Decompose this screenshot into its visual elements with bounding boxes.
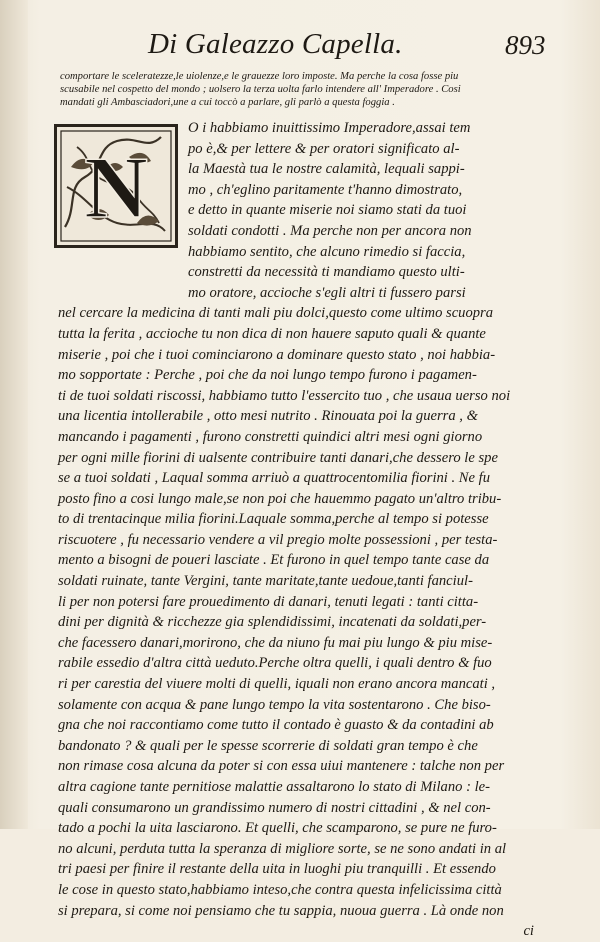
text-line: mento a bisogni de poueri lasciate . Et furono in quel tempo tante case da <box>58 552 490 569</box>
text-line: tado a pochi la uita lasciarono. Et quelli, che scamparono, se pure ne furo- <box>58 820 497 837</box>
intro-paragraph <box>60 70 560 109</box>
text-line: nel cercare la medicina di tanti mali piu dolci,questo come ultimo scuopra <box>58 305 494 322</box>
text-line: tutta la ferita , accioche tu non dica di non hauere saputo quali & quante <box>58 325 486 342</box>
text-line: solamente con acqua & pane lungo tempo la vita sostentarono . Che biso- <box>58 696 491 713</box>
text-line: le cose in questo stato,habbiamo inteso,che contra questa infelicissima città <box>58 881 502 898</box>
text-line: e detto in quante miserie noi siamo stati da tuoi <box>188 202 467 219</box>
page-header <box>0 28 600 62</box>
initial-letter: N <box>84 140 148 237</box>
text-line: mo sopportate : Perche , poi che da noi lungo tempo furono i pagamen- <box>58 367 477 384</box>
running-title: Di Galeazzo Capella. <box>148 28 403 60</box>
page-number: 893 <box>505 30 546 60</box>
page-gutter-shadow <box>0 0 28 829</box>
text-line: po è,& per lettere & per oratori significato al- <box>188 140 460 157</box>
text-line: la Maestà tua le nostre calamità, lequali sappi- <box>188 161 465 178</box>
text-line: quali consumarono un grandissimo numero di nostri cittadini , & nel con- <box>58 799 491 816</box>
text-line: non rimase cosa alcuna da poter si con essa uiui mantenere : talche non per <box>58 758 505 775</box>
text-line: li per non potersi fare prouedimento di danari, tenuti legati : tanti citta- <box>58 593 479 610</box>
text-line: soldati ruinate, tante Vergini, tante maritate,tante uedoue,tanti fanciul- <box>58 573 473 590</box>
text-line: mo oratore, accioche s'egli altri ti fussero parsi <box>188 284 466 301</box>
text-line: O i habbiamo inuittissimo Imperadore,assai tem <box>188 120 471 136</box>
text-line: tri paesi per finire il restante della uita in luoghi piu tranquilli . Et essendo <box>58 861 496 878</box>
text-line: riscuotere , fu necessario vendere a vil pregio molte possessioni , per testa- <box>58 531 498 548</box>
text-line: miserie , poi che i tuoi cominciarono a dominare questo stato , noi habbia- <box>58 346 496 363</box>
text-line: mancando i pagamenti , furono constretti quindici altri mesi ogni giorno <box>58 428 483 445</box>
text-line: rabile essedio d'altra città ueduto.Perche oltra quelli, i quali dentro & fuo <box>58 655 492 672</box>
main-text-block <box>58 118 570 942</box>
text-line: constretti da necessità ti mandiamo questo ulti- <box>188 264 465 281</box>
text-line: to di trentacinque milia fiorini.Laquale somma,perche al tempo si potesse <box>58 511 489 528</box>
text-line: si prepara, si come noi pensiamo che tu sappia, nuoua guerra . Là onde non <box>58 902 504 919</box>
text-line: no alcuni, perduta tutta la speranza di migliore sorte, se ne sono andati in al <box>58 840 507 857</box>
text-line: mo , ch'eglino paritamente t'hanno dimostrato, <box>188 181 463 198</box>
catchword: ci <box>523 923 534 940</box>
text-line: una licentia intollerabile , otto mesi nutrito . Rinouata poi la guerra , & <box>58 408 478 425</box>
text-line: che facessero danari,morirono, che da niuno fu mai piu lungo & piu mise- <box>58 634 493 651</box>
text-line: per ogni mille fiorini di ualsente contribuire tanti danari,che dessero le spe <box>58 449 498 466</box>
text-line: gna che noi raccontiamo come tutto il contado è guasto & da contadini ab <box>58 717 494 734</box>
intro-line: comportare le sceleratezze,le uiolenze,e le grauezze loro imposte. Ma perche la cosa fosse piu <box>60 71 459 82</box>
text-line: ti de tuoi soldati riscossi, habbiamo tutto l'essercito tuo , che usaua uerso noi <box>58 387 511 404</box>
text-line: posto fino a cosi lungo male,se non poi che hauemmo pagato un'altro tribu- <box>58 490 502 507</box>
intro-line: scusabile nel cospetto del mondo ; uolsero la terza uolta farlo intendere all' Imperadore . Cosi <box>60 84 461 95</box>
text-line: habbiamo sentito, che alcuno rimedio si faccia, <box>188 243 466 260</box>
text-line: bandonato ? & quali per le spesse scorrerie di soldati gran tempo è che <box>58 737 478 754</box>
intro-line: mandati gli Ambasciadori,une a cui toccò a parlare, gli parlò a questa foggia . <box>60 97 395 108</box>
text-line: se a tuoi soldati , Laqual somma arriuò a quattrocentomilia fiorini . Ne fu <box>58 470 491 487</box>
text-line: soldati condotti . Ma perche non per ancora non <box>188 222 472 239</box>
text-line: dini per dignità & ricchezze gia splendidissimi, incatenati da soldati,per- <box>58 614 487 631</box>
text-line: ri per carestia del viuere molti di quelli, iquali non erano ancora mancati , <box>58 676 496 693</box>
text-line: altra cagione tante pernitiose malattie assaltarono lo stato di Milano : le- <box>58 779 490 795</box>
